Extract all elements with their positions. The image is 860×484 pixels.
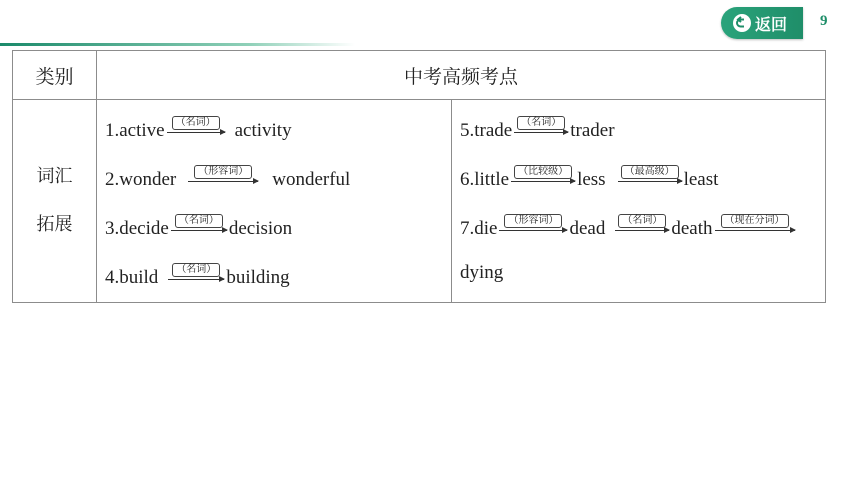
transform-arrow: （形容词） <box>188 165 258 182</box>
right-column <box>452 100 826 303</box>
transform-arrow: （比较级） <box>511 165 575 182</box>
list-item: 3. decide （名词） decision <box>105 215 293 239</box>
table-header-row <box>13 51 826 100</box>
transform-arrow: （最高级） <box>618 165 682 182</box>
list-item: 1. active （名词） activity <box>105 117 292 141</box>
result-word: trader <box>570 119 615 141</box>
base-word: trade <box>474 119 513 141</box>
page-number: 9 <box>820 13 828 29</box>
base-word: decide <box>119 217 169 239</box>
vocab-table <box>12 50 826 303</box>
base-word: wonder <box>119 168 177 190</box>
transform-arrow: （名词） <box>514 116 568 133</box>
category-line-1: 词汇 <box>36 166 73 187</box>
header-divider <box>0 43 355 46</box>
transform-arrow: （现在分词） <box>715 214 795 231</box>
header-title: 中考高频考点 <box>97 51 826 100</box>
base-word: little <box>474 168 510 190</box>
category-cell <box>13 100 97 303</box>
mid-word: death <box>671 217 713 239</box>
transform-arrow: （名词） <box>167 116 225 133</box>
result-word: activity <box>234 119 292 141</box>
back-button[interactable] <box>721 7 803 39</box>
list-item <box>460 253 825 293</box>
result-word: wonderful <box>272 168 351 190</box>
mid-word: less <box>577 168 606 190</box>
result-word: decision <box>228 217 293 239</box>
category-line-2: 拓展 <box>36 214 73 235</box>
back-arrow-icon <box>733 14 751 32</box>
list-item: 5. trade （名词） trader <box>460 117 615 141</box>
list-item: 4. build （名词） building <box>105 264 290 288</box>
mid-word: dead <box>569 217 606 239</box>
list-item: 2. wonder （形容词） wonderful <box>105 166 351 190</box>
transform-arrow: （形容词） <box>499 214 567 231</box>
transform-arrow: （名词） <box>168 263 224 280</box>
base-word: build <box>119 266 159 288</box>
back-label: 返回 <box>755 14 788 34</box>
list-item: 6. little （比较级） less （最高级） least <box>460 166 719 190</box>
wrap-word: dying <box>460 262 504 283</box>
result-word: least <box>683 168 719 190</box>
transform-arrow: （名词） <box>171 214 227 231</box>
transform-arrow: （名词） <box>615 214 669 231</box>
base-word: die <box>474 217 498 239</box>
list-item: 7. die （形容词） dead （名词） death （现在分词） <box>460 204 825 253</box>
base-word: active <box>119 119 165 141</box>
table-row <box>13 100 826 303</box>
result-word: building <box>226 266 290 288</box>
left-column <box>97 100 452 303</box>
header-category: 类别 <box>13 51 97 100</box>
